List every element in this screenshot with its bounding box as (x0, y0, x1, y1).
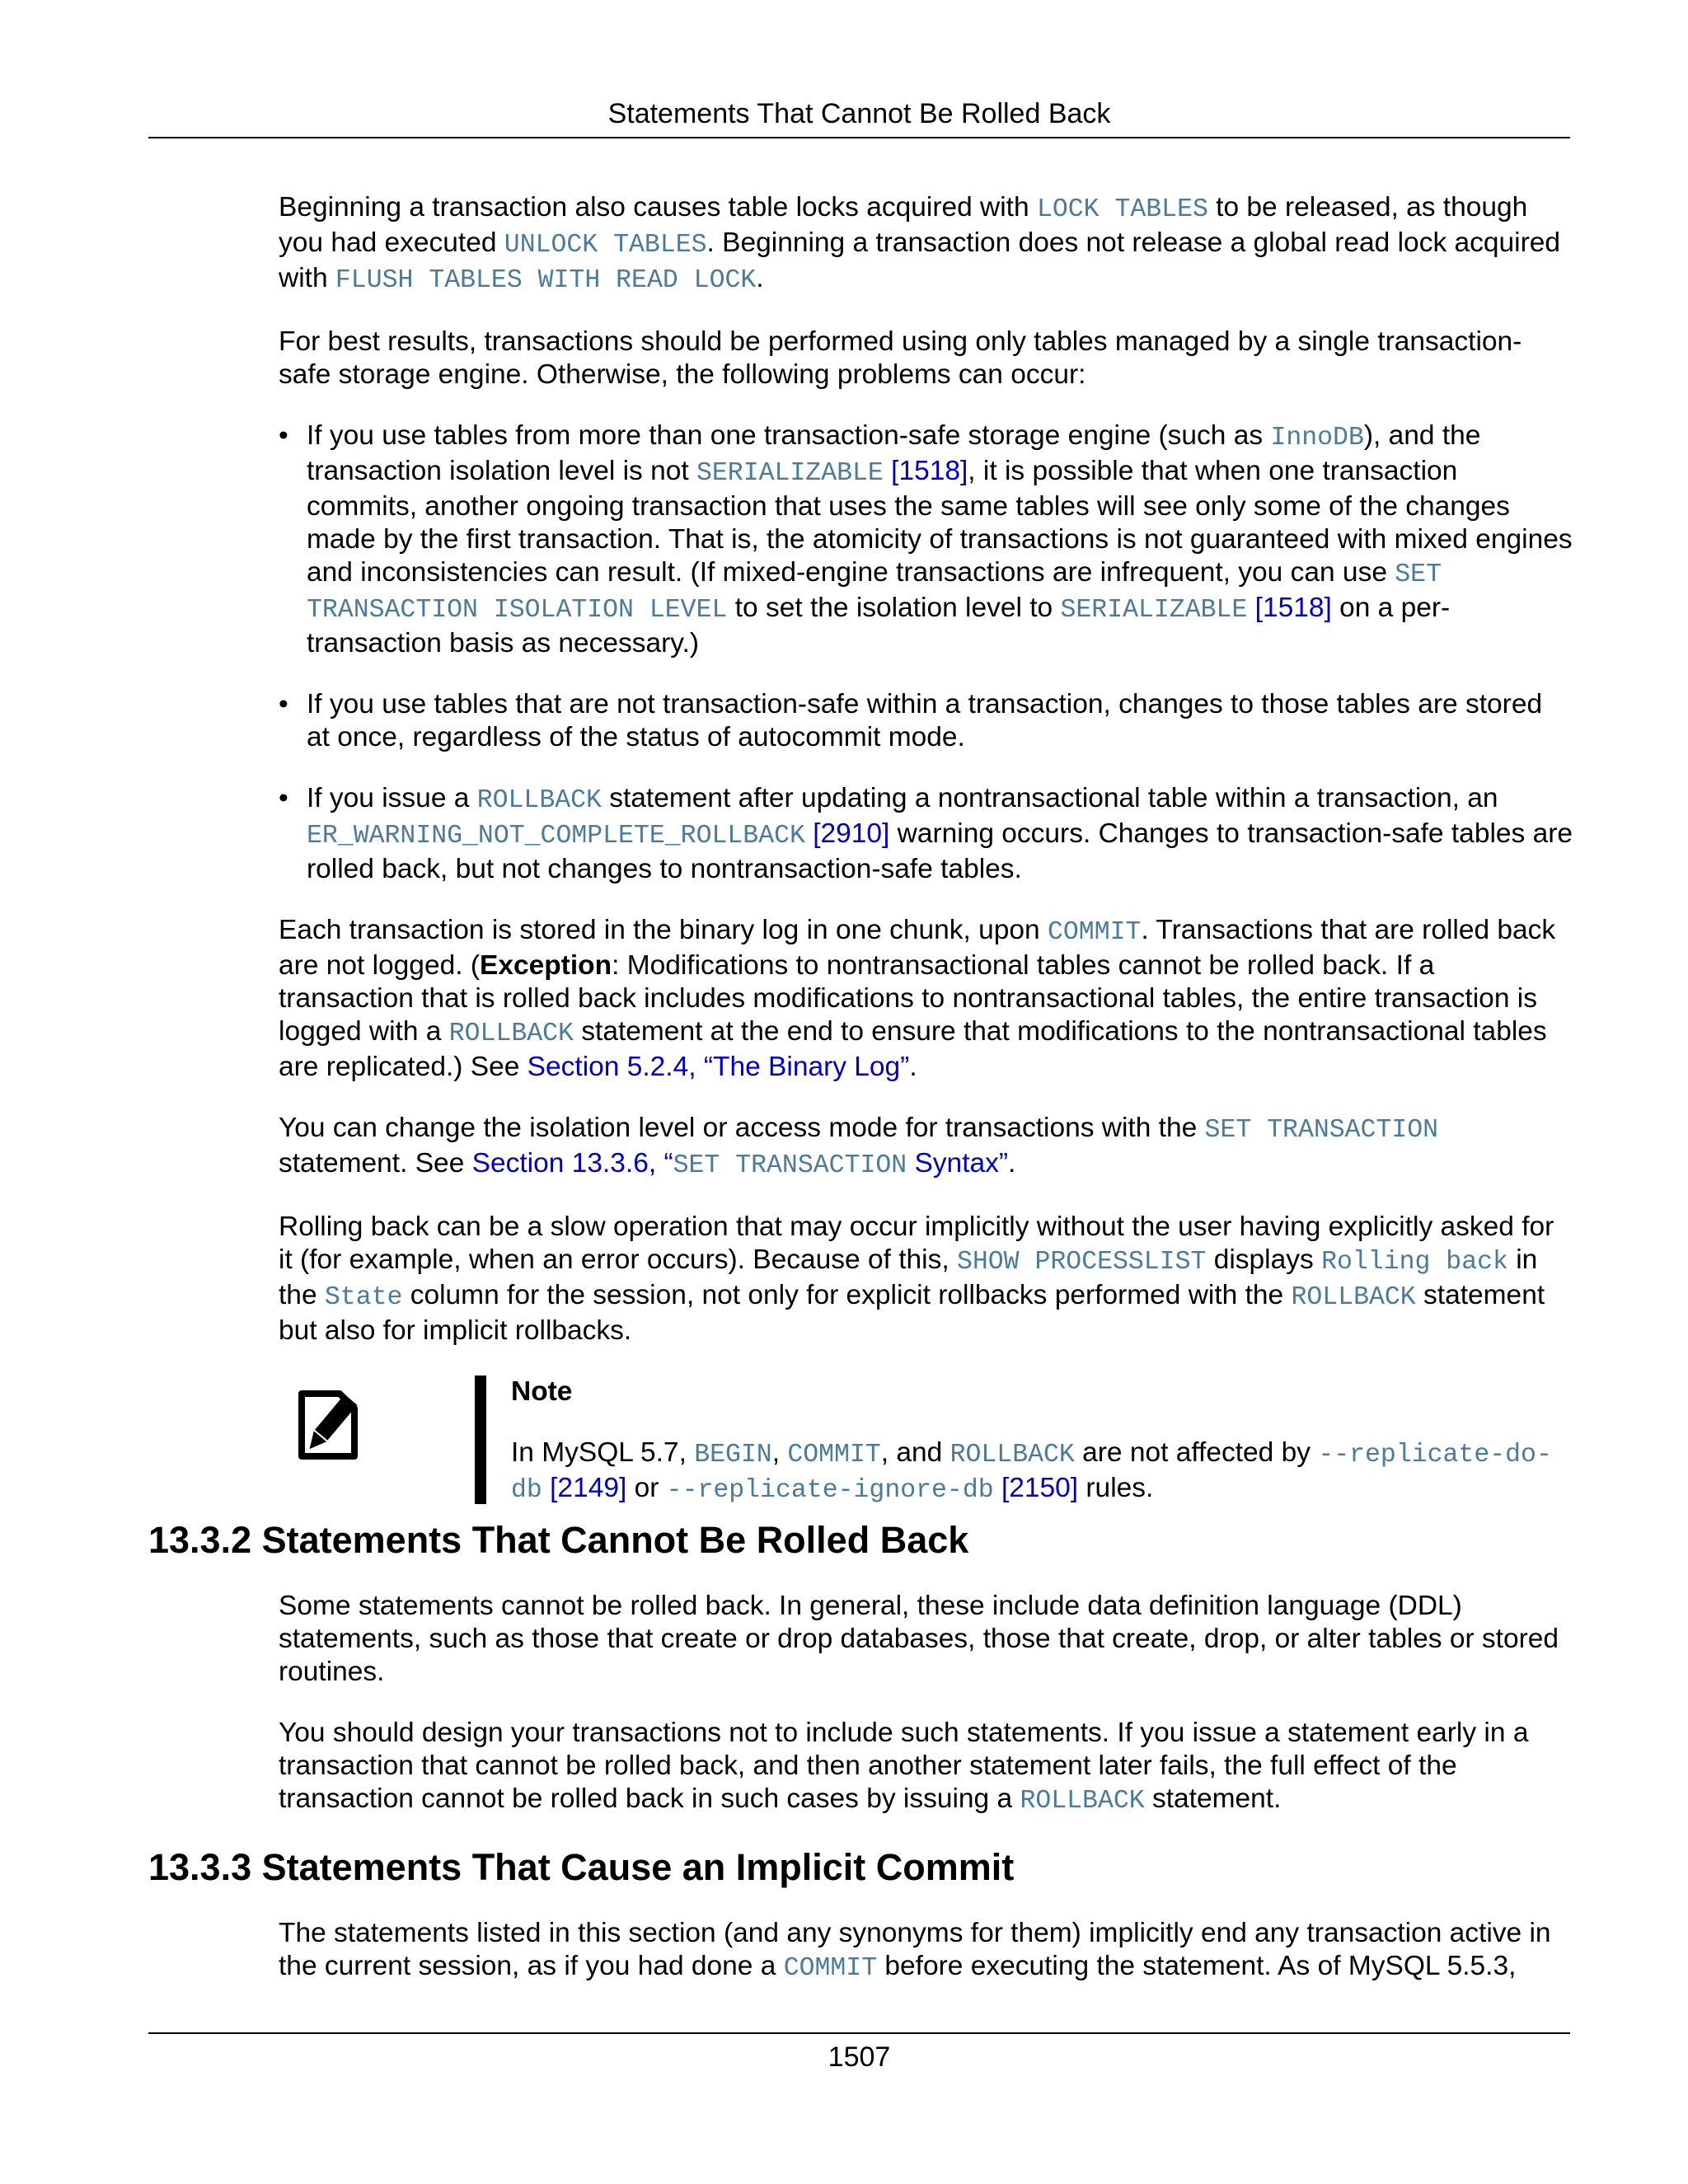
note-text: In MySQL 5.7, BEGIN, COMMIT, and ROLLBACK are not affected by --replicate-do-db [2149] or --replicate-ignore-db [2150] rules. (511, 1437, 1552, 1505)
code-rollback[interactable]: ROLLBACK (448, 1019, 574, 1048)
code-rolling-back[interactable]: Rolling back (1321, 1248, 1508, 1277)
page-number: 1507 (828, 2041, 891, 2073)
paragraph-binary-log: Each transaction is stored in the binary log in one chunk, upon COMMIT. Transactions that are rolled back are not logged. (Exception: Modifications to nontransactional tables cannot be rolled back. If a transaction that is rolled back includes modifications to nontransactional tables, the entire transaction is logged with a ROLLBACK statement at the end to ensure that modifications to the nontransactional tables are replicated.) See Section 5.2.4, “The Binary Log”. (279, 915, 1556, 1082)
bullet-glyph: • (279, 420, 288, 451)
list-item: • If you use tables that are not transaction-safe within a transaction, changes to those tables are stored at once, regardless of the status of autocommit mode. (279, 689, 1543, 752)
paragraph-best-results: For best results, transactions should be performed using only tables managed by a single transaction-safe storage engine. Otherwise, the following problems can occur: (279, 326, 1522, 390)
code-replicate-do-db[interactable]: --replicate-do-db (511, 1441, 1552, 1505)
note-callout (279, 1376, 1573, 1507)
footer-rule (148, 2032, 1570, 2034)
list-item: • If you use tables from more than one transaction-safe storage engine (such as InnoDB), and the transaction isolation level is not SERIALIZABLE [1518], it is possible that when one transaction commits, another ongoing transaction that uses the same tables will see only some of the changes made by the first transaction. That is, the atomicity of transactions is not guaranteed with mixed engines and inconsistencies can result. (If mixed-engine transactions are infrequent, you can use SET TRANSACTION ISOLATION LEVEL to set the isolation level to SERIALIZABLE [1518] on a per-transaction basis as necessary.) (279, 420, 1573, 658)
code-unlock-tables[interactable]: UNLOCK TABLES (504, 231, 707, 260)
link-binary-log-section[interactable]: Section 5.2.4, “The Binary Log” (527, 1052, 910, 1082)
section-heading-13-3-2: 13.3.2 Statements That Cannot Be Rolled Back (148, 1519, 969, 1561)
link-page-2150[interactable]: [2150] (1001, 1473, 1079, 1503)
link-page-2910[interactable]: [2910] (813, 818, 890, 849)
section-heading-13-3-3: 13.3.3 Statements That Cause an Implicit Commit (148, 1846, 1015, 1888)
code-commit[interactable]: COMMIT (783, 1954, 878, 1983)
paragraph-lock-tables: Beginning a transaction also causes table locks acquired with LOCK TABLES to be released, as though you had executed UNLOCK TABLES. Beginning a transaction does not release a global read lock acquired with FLUSH TABLES WITH READ LOCK. (279, 192, 1561, 295)
note-bar (475, 1376, 486, 1504)
problems-list (279, 419, 1573, 886)
code-set-transaction[interactable]: SET TRANSACTION (1204, 1116, 1439, 1145)
header-rule (148, 137, 1570, 138)
code-set-transaction-isolation-level[interactable]: SET TRANSACTION ISOLATION LEVEL (307, 560, 1442, 625)
code-serializable[interactable]: SERIALIZABLE (696, 459, 884, 488)
running-header: Statements That Cannot Be Rolled Back (607, 98, 1111, 129)
code-state[interactable]: State (324, 1283, 403, 1312)
code-begin[interactable]: BEGIN (694, 1441, 772, 1469)
paragraph-isolation-level: You can change the isolation level or access mode for transactions with the SET TRANSACTION statement. See Section 13.3.6, “SET TRANSACTION Syntax”. (279, 1113, 1439, 1180)
paragraph-ddl: Some statements cannot be rolled back. In general, these include data definition language (DDL) statements, such as those that create or drop databases, those that create, drop, or alter tables or stored routines. (279, 1591, 1559, 1687)
link-page-1518[interactable]: [1518] (1254, 593, 1332, 623)
code-commit[interactable]: COMMIT (1048, 918, 1142, 947)
code-lock-tables[interactable]: LOCK TABLES (1036, 195, 1208, 224)
code-flush-tables[interactable]: FLUSH TABLES WITH READ LOCK (335, 266, 757, 295)
bullet-glyph: • (279, 783, 288, 813)
paragraph-rolling-back: Rolling back can be a slow operation that may occur implicitly without the user having explicitly asked for it (for example, when an error occurs). Because of this, SHOW PROCESSLIST displays Rolling back in the State column for the session, not only for explicit rollbacks performed with the ROLLBACK statement but also for implicit rollbacks. (279, 1212, 1554, 1346)
code-show-processlist[interactable]: SHOW PROCESSLIST (956, 1248, 1207, 1277)
code-rollback[interactable]: ROLLBACK (950, 1441, 1075, 1469)
code-er-warning[interactable]: ER_WARNING_NOT_COMPLETE_ROLLBACK (307, 822, 805, 851)
code-commit[interactable]: COMMIT (787, 1441, 881, 1469)
list-item: • If you issue a ROLLBACK statement after updating a nontransactional table within a transaction, an ER_WARNING_NOT_COMPLETE_ROLLBACK [2910] warning occurs. Changes to transaction-safe tables are rolled back, but not changes to nontransaction-safe tables. (279, 783, 1573, 884)
code-serializable[interactable]: SERIALIZABLE (1060, 596, 1248, 625)
bullet-glyph: • (279, 689, 288, 719)
code-rollback[interactable]: ROLLBACK (476, 786, 602, 815)
link-page-2149[interactable]: [2149] (550, 1473, 627, 1503)
code-replicate-ignore-db[interactable]: --replicate-ignore-db (666, 1476, 994, 1505)
note-body (511, 1376, 1574, 1535)
paragraph-design-transactions: You should design your transactions not to include such statements. If you issue a statement early in a transaction that cannot be rolled back, and then another statement later fails, the full effect of the transaction cannot be rolled back in such cases by issuing a ROLLBACK statement. (279, 1718, 1529, 1816)
code-rollback[interactable]: ROLLBACK (1291, 1283, 1416, 1312)
note-title: Note (511, 1376, 573, 1407)
link-set-transaction-syntax[interactable]: Section 13.3.6, “SET TRANSACTION Syntax” (471, 1148, 1009, 1180)
page-content (148, 191, 1573, 2013)
code-innodb[interactable]: InnoDB (1270, 424, 1364, 452)
note-pencil-icon (293, 1385, 363, 1465)
paragraph-implicit-commit: The statements listed in this section (and any synonyms for them) implicitly end any transaction active in the current session, as if you had done a COMMIT before executing the statement. As of MySQL 5.5.3, (279, 1918, 1551, 1983)
exception-label: Exception (479, 950, 612, 981)
code-rollback[interactable]: ROLLBACK (1020, 1787, 1145, 1816)
link-page-1518[interactable]: [1518] (891, 456, 968, 486)
